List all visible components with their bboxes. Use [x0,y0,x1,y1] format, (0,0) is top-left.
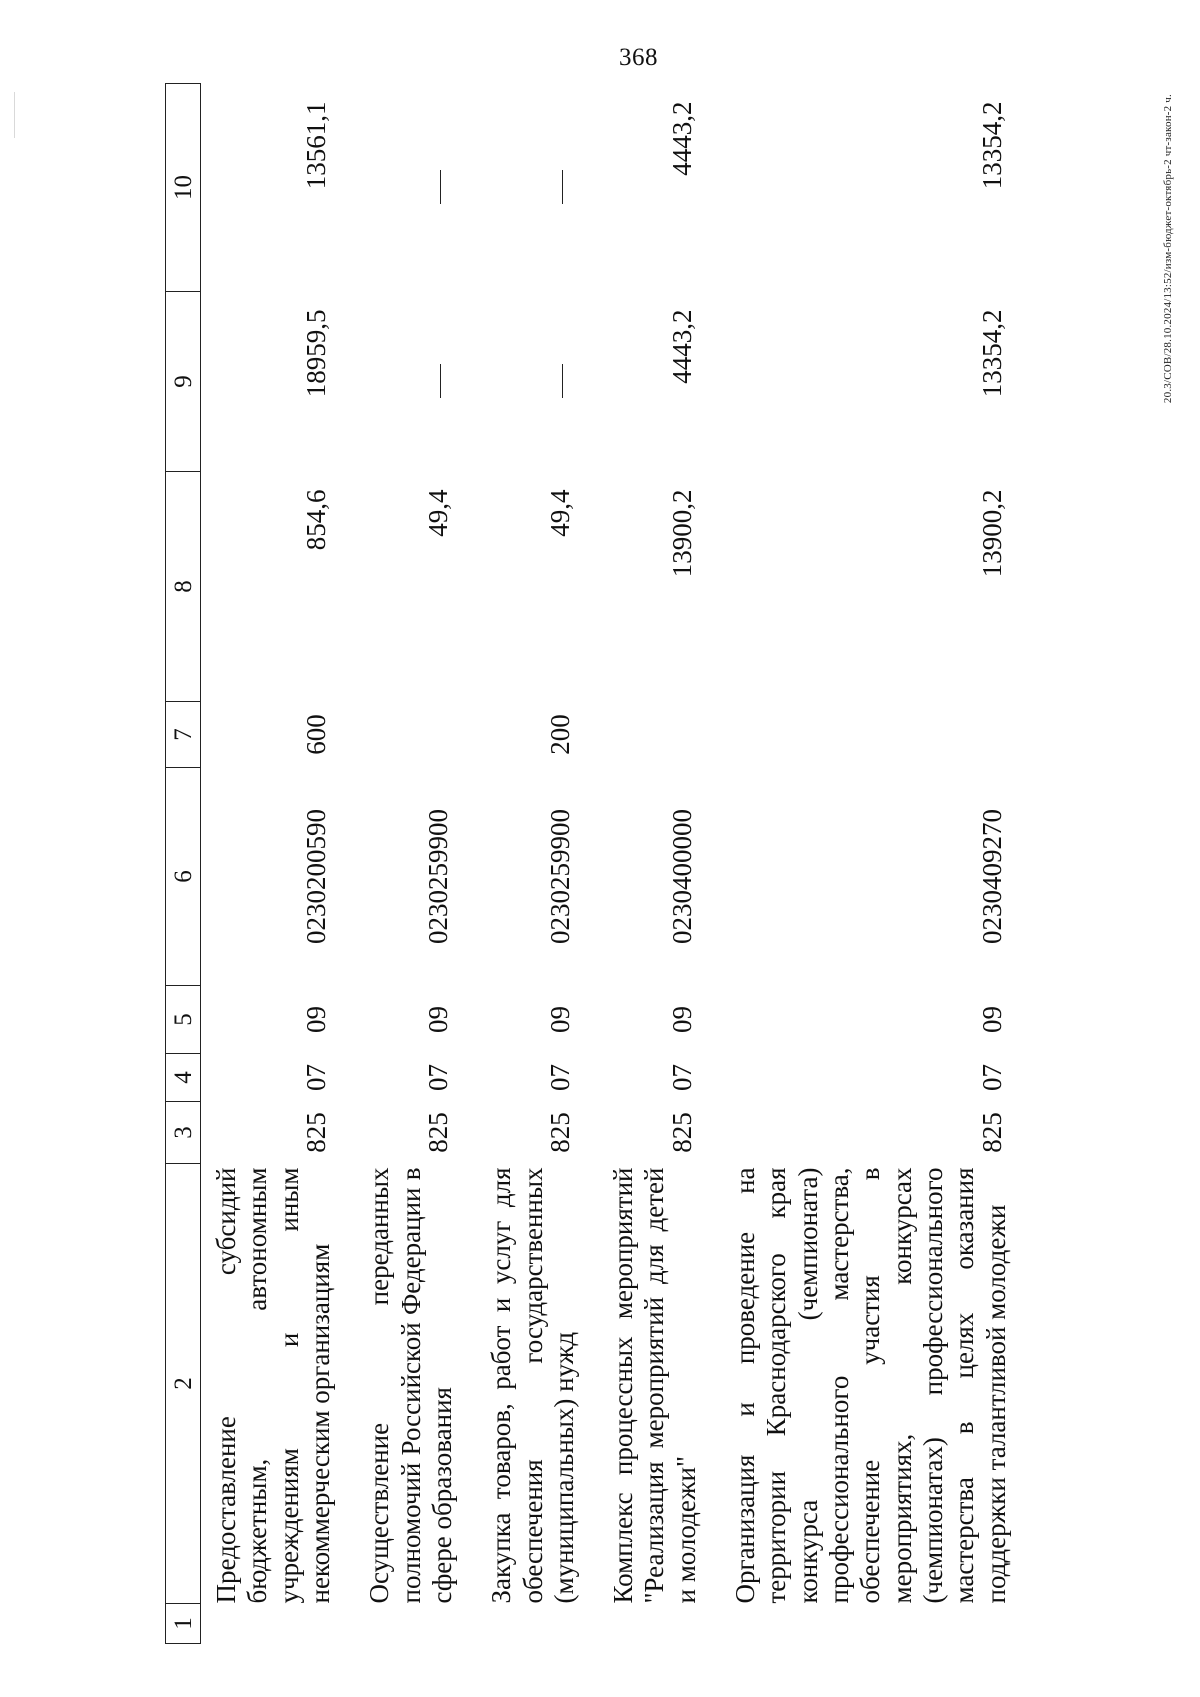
header-col-3: 3 [166,1102,201,1164]
row-expense-type: 600 [300,714,331,755]
header-col-2: 2 [166,1164,201,1604]
row-amount-col8: 49,4 [544,489,575,537]
row-name: Комплекс процессных мероприятий "Реализация мероприятий для детей и молодежи" [608,1167,701,1604]
row-amount-col8: 13900,2 [666,489,697,578]
page-number: 368 [619,44,658,71]
row-subsection-code: 09 [666,1006,697,1033]
table-row [598,84,706,1644]
row-subsection-code: 09 [544,1006,575,1033]
row-spacer-cell [720,1604,1016,1644]
row-amount-col9 [476,292,584,472]
row-section-code: 07 [544,1064,575,1091]
row-amount-col10: 13561,1 [300,101,331,190]
row-ministry-code: 825 [666,1112,697,1153]
row-spacer-cell [476,1604,584,1644]
row-target-code: 0230409270 [976,809,1007,944]
row-ministry-code: 825 [976,1112,1007,1153]
row-amount-col9 [354,292,462,472]
header-col-5: 5 [166,986,201,1054]
row-section-code: 07 [666,1064,697,1091]
row-ministry-code: 825 [422,1112,453,1153]
table-row [476,84,584,1644]
scan-edge-mark [14,92,15,138]
table-header [166,84,201,1644]
row-expense-type [354,702,462,768]
row-spacer-cell [354,1604,462,1644]
row-amount-col10: 13354,2 [976,101,1007,190]
header-col-7: 7 [166,702,201,768]
header-row [166,84,201,1644]
row-gap [584,84,598,1644]
row-subsection-code: 09 [300,1006,331,1033]
row-section-code: 07 [422,1064,453,1091]
row-spacer-cell [598,1604,706,1644]
header-col-10: 10 [166,84,201,292]
row-amount-col10 [476,84,584,292]
header-col-1: 1 [166,1604,201,1644]
budget-table [165,83,1016,1644]
header-col-8: 8 [166,472,201,702]
row-target-code: 0230400000 [666,809,697,944]
empty-value-dash [440,365,442,399]
empty-value-dash [440,171,442,205]
row-amount-col9: 18959,5 [300,309,331,398]
header-col-6: 6 [166,768,201,986]
row-expense-type: 200 [544,714,575,755]
row-target-code: 0230259900 [422,809,453,944]
row-spacer-cell [201,1604,341,1644]
header-col-4: 4 [166,1054,201,1102]
row-gap [706,84,720,1644]
row-gap [340,84,354,1644]
row-section-code: 07 [300,1064,331,1091]
empty-value-dash [562,171,564,205]
row-amount-col9: 4443,2 [666,309,697,384]
row-name: Предоставление субсидий бюджетным, автономным учреждениям и иным некоммерческим организациям [211,1167,335,1604]
table-row [354,84,462,1644]
document-footer-code: 20.3/СОВ/28.10.2024/13:52/изм-бюджет-октябрь-2 чт-закон-2 ч. [1162,94,1174,404]
row-name: Закупка товаров, работ и услуг для обеспечения государственных (муниципальных) нужд [486,1167,579,1604]
table-row [720,84,1016,1644]
row-target-code: 0230259900 [544,809,575,944]
budget-table-container [165,84,1045,1644]
row-amount-col8: 854,6 [300,489,331,551]
row-amount-col8: 49,4 [422,489,453,537]
row-amount-col9: 13354,2 [976,309,1007,398]
row-section-code: 07 [976,1064,1007,1091]
row-expense-type [598,702,706,768]
table-row [201,84,341,1644]
row-expense-type [720,702,1016,768]
row-amount-col10: 4443,2 [666,101,697,176]
row-ministry-code: 825 [544,1112,575,1153]
header-col-9: 9 [166,292,201,472]
row-gap [462,84,476,1644]
row-ministry-code: 825 [300,1112,331,1153]
row-name: Осуществление переданных полномочий Российской Федерации в сфере образования [364,1167,457,1604]
empty-value-dash [562,365,564,399]
row-amount-col10 [354,84,462,292]
row-subsection-code: 09 [422,1006,453,1033]
table-body [201,84,1016,1644]
row-amount-col8: 13900,2 [976,489,1007,578]
row-name: Организация и проведение на территории Краснодарского края конкурса (чемпионата) профессионального мастерства, обеспечение участия в мероприятиях, конкурсах (чемпионатах) профессионального мастерства в целях оказания поддержки талантливой молодежи [730,1167,1011,1604]
row-subsection-code: 09 [976,1006,1007,1033]
row-target-code: 0230200590 [300,809,331,944]
